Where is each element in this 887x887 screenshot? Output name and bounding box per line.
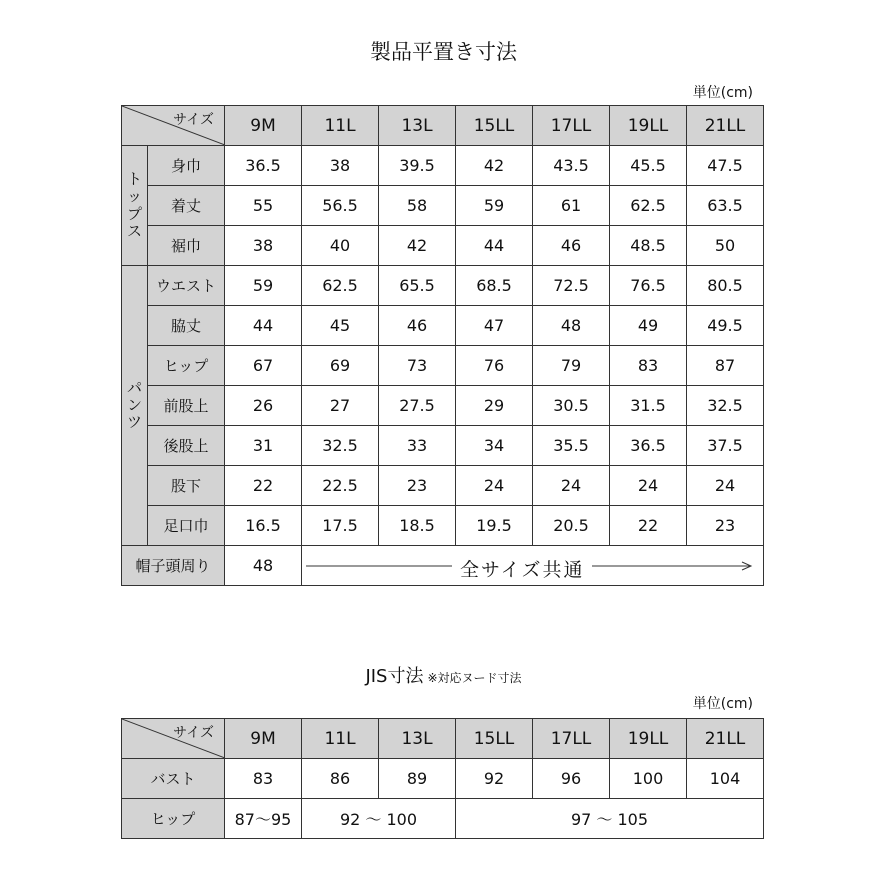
value-cell: 42 (379, 226, 456, 266)
value-cell: 24 (456, 466, 533, 506)
size-col-header: 11L (302, 719, 379, 759)
value-cell: 56.5 (302, 186, 379, 226)
value-cell: 72.5 (533, 266, 610, 306)
value-cell: 40 (302, 226, 379, 266)
size-col-header: 15LL (456, 106, 533, 146)
value-cell: 45.5 (610, 146, 687, 186)
pants-group-label: パ ン ツ (122, 266, 148, 546)
size-col-header: 17LL (533, 719, 610, 759)
value-cell: 36.5 (610, 426, 687, 466)
value-cell: 48.5 (610, 226, 687, 266)
size-header-label: サイズ (173, 725, 214, 741)
value-cell: 24 (610, 466, 687, 506)
size-header-row (122, 719, 764, 759)
size-col-header: 19LL (610, 719, 687, 759)
size-col-header: 17LL (533, 106, 610, 146)
value-cell: 87 (687, 346, 764, 386)
size-corner-cell (122, 106, 225, 146)
value-cell: 49 (610, 306, 687, 346)
size-corner-cell (122, 719, 225, 759)
table-row (122, 759, 764, 799)
table-row (122, 426, 764, 466)
size-header-row (122, 106, 764, 146)
value-cell: 20.5 (533, 506, 610, 546)
value-cell: 65.5 (379, 266, 456, 306)
value-cell: 31.5 (610, 386, 687, 426)
size-col-header: 21LL (687, 719, 764, 759)
value-cell: 69 (302, 346, 379, 386)
row-label: 前股上 (148, 386, 225, 426)
value-cell: 48 (533, 306, 610, 346)
size-col-header: 9M (225, 106, 302, 146)
value-cell: 23 (687, 506, 764, 546)
value-cell: 35.5 (533, 426, 610, 466)
value-cell: 37.5 (687, 426, 764, 466)
value-cell: 55 (225, 186, 302, 226)
row-label: 後股上 (148, 426, 225, 466)
value-cell: 38 (302, 146, 379, 186)
table-row (122, 226, 764, 266)
table-row (122, 146, 764, 186)
value-cell: 34 (456, 426, 533, 466)
row-label: 脇丈 (148, 306, 225, 346)
value-cell: 18.5 (379, 506, 456, 546)
size-col-header: 19LL (610, 106, 687, 146)
value-cell: 62.5 (302, 266, 379, 306)
value-cell: 68.5 (456, 266, 533, 306)
table-row (122, 186, 764, 226)
product-dimensions-title: 製品平置き寸法 (370, 40, 517, 64)
value-cell: 97 〜 105 (456, 799, 764, 839)
table-row (122, 386, 764, 426)
value-cell: 63.5 (687, 186, 764, 226)
value-cell: 32.5 (687, 386, 764, 426)
row-label: 身巾 (148, 146, 225, 186)
tops-group-label: ト ッ プ ス (122, 146, 148, 266)
size-col-header: 13L (379, 719, 456, 759)
value-cell: 42 (456, 146, 533, 186)
value-cell: 89 (379, 759, 456, 799)
table-row (122, 466, 764, 506)
value-cell: 92 (456, 759, 533, 799)
value-cell: 46 (379, 306, 456, 346)
value-cell: 24 (533, 466, 610, 506)
value-cell: 47 (456, 306, 533, 346)
row-label: 裾巾 (148, 226, 225, 266)
value-cell: 87〜95 (225, 799, 302, 839)
bust-label: バスト (122, 759, 225, 799)
value-cell: 22 (610, 506, 687, 546)
size-col-header: 9M (225, 719, 302, 759)
value-cell: 36.5 (225, 146, 302, 186)
value-cell: 30.5 (533, 386, 610, 426)
value-cell: 58 (379, 186, 456, 226)
value-cell: 24 (687, 466, 764, 506)
hip-label: ヒップ (122, 799, 225, 839)
size-header-label: サイズ (173, 112, 214, 128)
value-cell: 83 (225, 759, 302, 799)
value-cell: 23 (379, 466, 456, 506)
value-cell: 31 (225, 426, 302, 466)
value-cell: 17.5 (302, 506, 379, 546)
value-cell: 29 (456, 386, 533, 426)
jis-table (121, 718, 764, 839)
value-cell: 47.5 (687, 146, 764, 186)
hat-label: 帽子頭周り (122, 546, 225, 586)
jis-title-text: JIS寸法 (365, 666, 424, 687)
value-cell: 22 (225, 466, 302, 506)
table-row (122, 266, 764, 306)
size-col-header: 13L (379, 106, 456, 146)
value-cell: 67 (225, 346, 302, 386)
value-cell: 62.5 (610, 186, 687, 226)
all-sizes-common-banner (302, 546, 764, 586)
value-cell: 76.5 (610, 266, 687, 306)
value-cell: 49.5 (687, 306, 764, 346)
value-cell: 44 (456, 226, 533, 266)
value-cell: 92 〜 100 (302, 799, 456, 839)
jis-title (0, 662, 887, 688)
size-col-header: 11L (302, 106, 379, 146)
table-row (122, 799, 764, 839)
hat-value: 48 (225, 546, 302, 586)
value-cell: 59 (456, 186, 533, 226)
hat-row (122, 546, 764, 586)
value-cell: 27.5 (379, 386, 456, 426)
row-label: 股下 (148, 466, 225, 506)
value-cell: 86 (302, 759, 379, 799)
size-col-header: 21LL (687, 106, 764, 146)
value-cell: 44 (225, 306, 302, 346)
value-cell: 59 (225, 266, 302, 306)
unit-label: 単位(cm) (692, 696, 753, 712)
value-cell: 19.5 (456, 506, 533, 546)
value-cell: 50 (687, 226, 764, 266)
table-row (122, 306, 764, 346)
unit-label: 単位(cm) (692, 85, 753, 101)
jis-note: ※対応ヌード寸法 (427, 671, 522, 685)
value-cell: 80.5 (687, 266, 764, 306)
table-row (122, 506, 764, 546)
value-cell: 16.5 (225, 506, 302, 546)
value-cell: 100 (610, 759, 687, 799)
value-cell: 83 (610, 346, 687, 386)
value-cell: 27 (302, 386, 379, 426)
row-label: ウエスト (148, 266, 225, 306)
table-row (122, 346, 764, 386)
row-label: 着丈 (148, 186, 225, 226)
value-cell: 33 (379, 426, 456, 466)
value-cell: 39.5 (379, 146, 456, 186)
value-cell: 79 (533, 346, 610, 386)
value-cell: 45 (302, 306, 379, 346)
row-label: ヒップ (148, 346, 225, 386)
row-label: 足口巾 (148, 506, 225, 546)
value-cell: 38 (225, 226, 302, 266)
value-cell: 73 (379, 346, 456, 386)
value-cell: 76 (456, 346, 533, 386)
value-cell: 32.5 (302, 426, 379, 466)
value-cell: 26 (225, 386, 302, 426)
product-dimensions-table (121, 105, 764, 586)
value-cell: 46 (533, 226, 610, 266)
value-cell: 104 (687, 759, 764, 799)
value-cell: 22.5 (302, 466, 379, 506)
value-cell: 96 (533, 759, 610, 799)
all-sizes-common-text: 全サイズ共通 (452, 555, 592, 582)
value-cell: 43.5 (533, 146, 610, 186)
value-cell: 61 (533, 186, 610, 226)
size-col-header: 15LL (456, 719, 533, 759)
